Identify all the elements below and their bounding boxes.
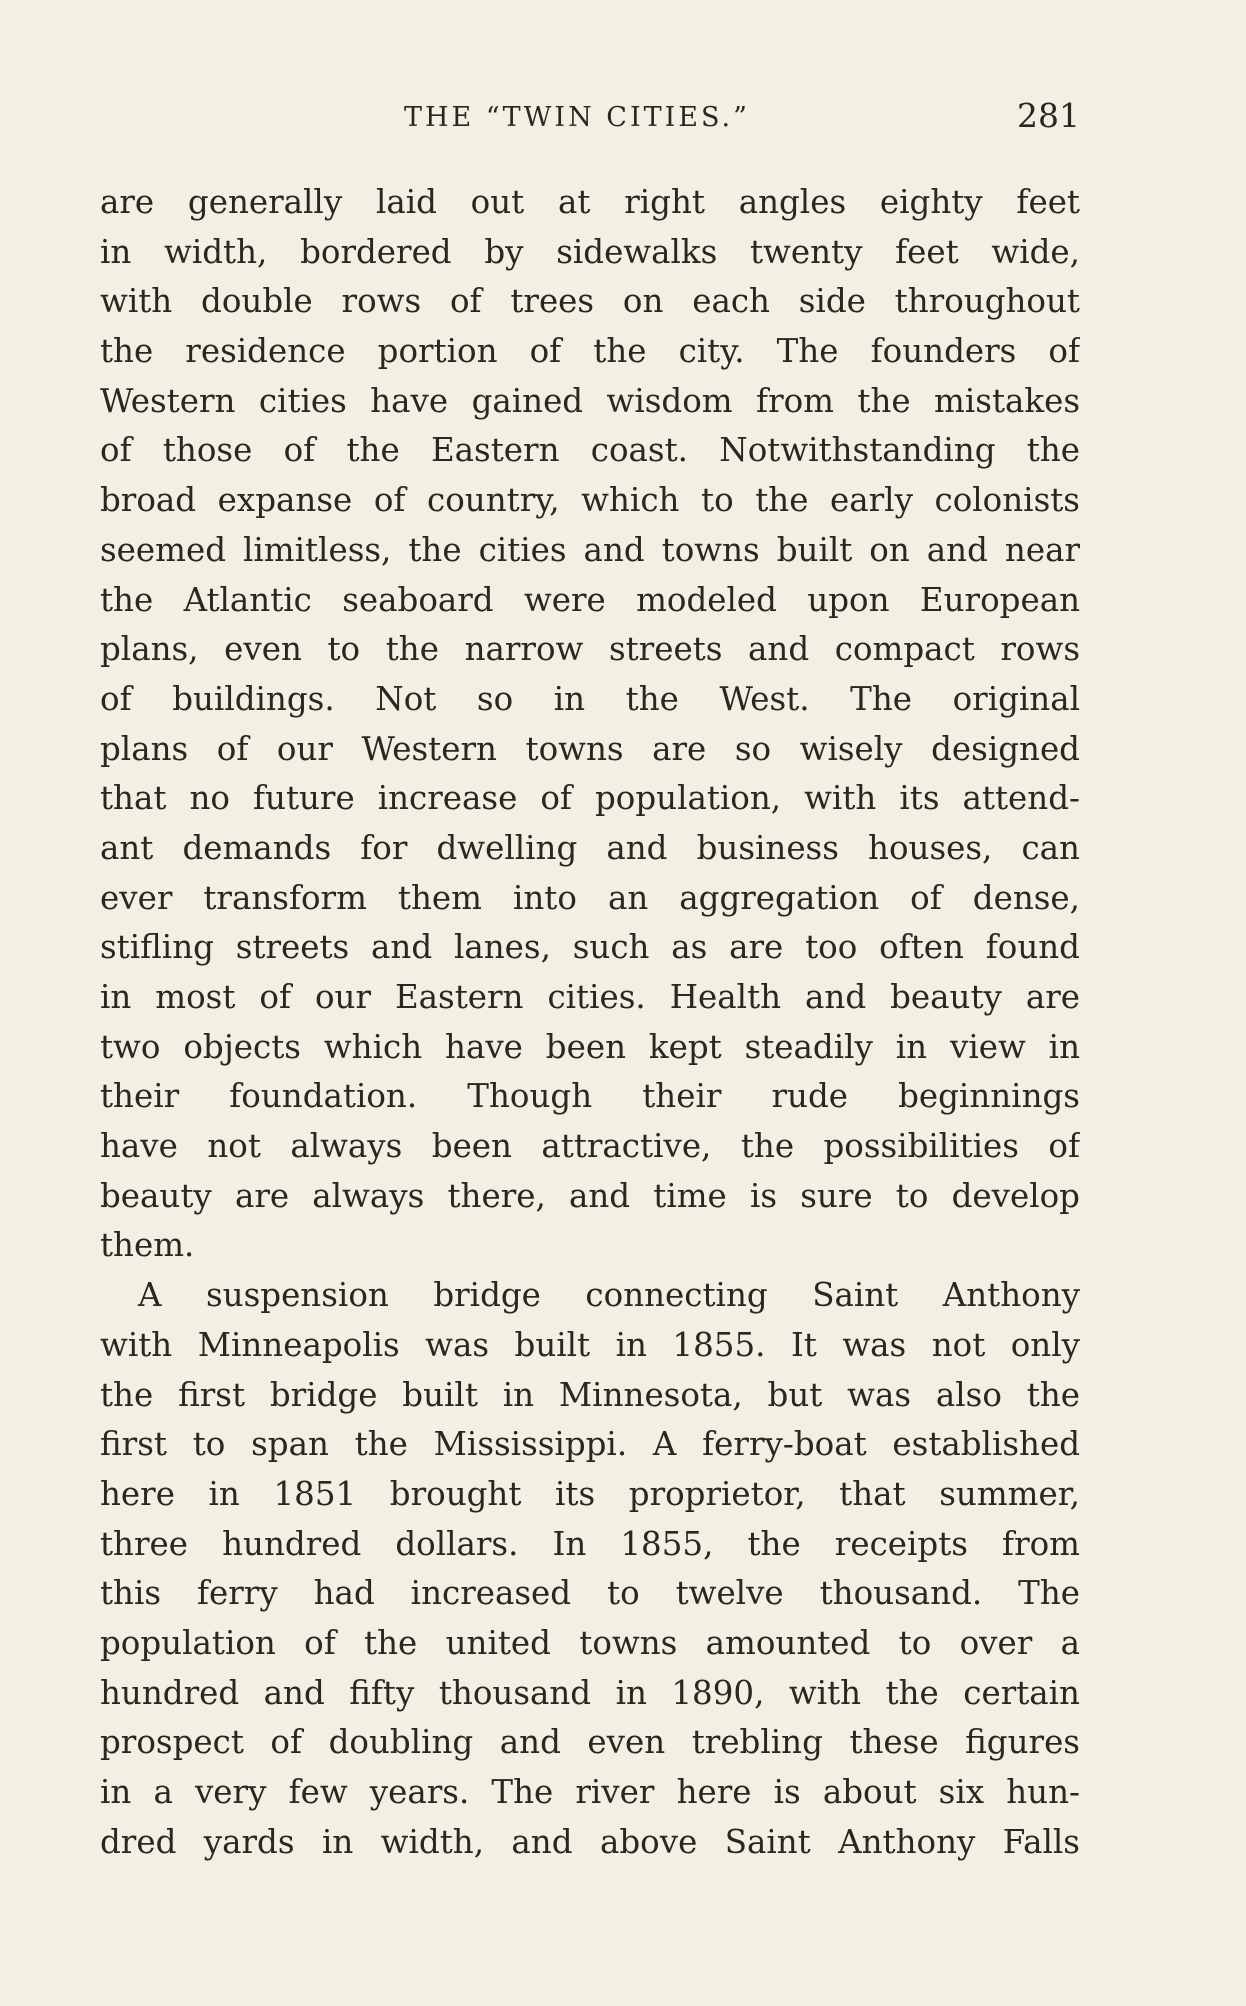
text-line: here in 1851 brought its proprietor, that summer, [100, 1474, 1080, 1513]
text-line: two objects which have been kept steadily in view in [100, 1027, 1080, 1066]
text-line: have not always been attractive, the possibilities of [100, 1127, 1080, 1166]
text-line: them. [100, 1226, 195, 1265]
text-line: Western cities have gained wisdom from the mistakes [100, 381, 1080, 420]
text-line: broad expanse of country, which to the early colonists [100, 481, 1080, 520]
text-line: in a very few years. The river here is about six hun- [100, 1773, 1080, 1811]
page-number: 281 [1017, 96, 1080, 135]
text-line: ever transform them into an aggregation of dense, [100, 878, 1080, 917]
running-header [100, 96, 1080, 144]
text-line: hundred and fifty thousand in 1890, with the certain [100, 1673, 1080, 1712]
text-line: are generally laid out at right angles eighty feet [100, 183, 1080, 221]
text-line: of those of the Eastern coast. Notwithstanding the [100, 431, 1080, 470]
text-line: dred yards in width, and above Saint Anthony Falls [100, 1822, 1080, 1861]
text-line: of buildings. Not so in the West. The original [100, 679, 1080, 718]
paragraph [100, 178, 1080, 1271]
text-line: their foundation. Though their rude beginnings [100, 1077, 1080, 1116]
body-text [100, 178, 1080, 1867]
text-line: plans of our Western towns are so wisely designed [100, 729, 1080, 768]
running-title: THE “TWIN CITIES.” [404, 102, 750, 133]
paragraph [100, 1271, 1080, 1867]
text-line: in most of our Eastern cities. Health and beauty are [100, 978, 1080, 1016]
text-line: seemed limitless, the cities and towns built on and near [100, 530, 1080, 569]
text-line: this ferry had increased to twelve thousand. The [100, 1574, 1080, 1613]
text-line: stifling streets and lanes, such as are too often found [100, 928, 1080, 967]
text-line: three hundred dollars. In 1855, the receipts from [100, 1524, 1080, 1563]
text-line: with Minneapolis was built in 1855. It was not only [100, 1325, 1080, 1364]
text-line: beauty are always there, and time is sure to develop [100, 1176, 1080, 1215]
text-line: plans, even to the narrow streets and compact rows [100, 630, 1080, 669]
text-line: the residence portion of the city. The founders of [100, 332, 1080, 371]
text-line: A suspension bridge connecting Saint Anthony [138, 1276, 1080, 1315]
text-line: that no future increase of population, with its attend- [100, 779, 1080, 818]
text-line: in width, bordered by sidewalks twenty feet wide, [100, 232, 1080, 271]
text-line: prospect of doubling and even trebling these figures [100, 1723, 1080, 1762]
text-line: ant demands for dwelling and business houses, can [100, 828, 1080, 867]
text-line: population of the united towns amounted to over a [100, 1623, 1080, 1662]
text-line: the first bridge built in Minnesota, but was also the [100, 1375, 1080, 1414]
text-line: with double rows of trees on each side throughout [100, 282, 1080, 321]
text-line: first to span the Mississippi. A ferry-boat established [100, 1425, 1080, 1464]
text-line: the Atlantic seaboard were modeled upon European [100, 580, 1080, 619]
